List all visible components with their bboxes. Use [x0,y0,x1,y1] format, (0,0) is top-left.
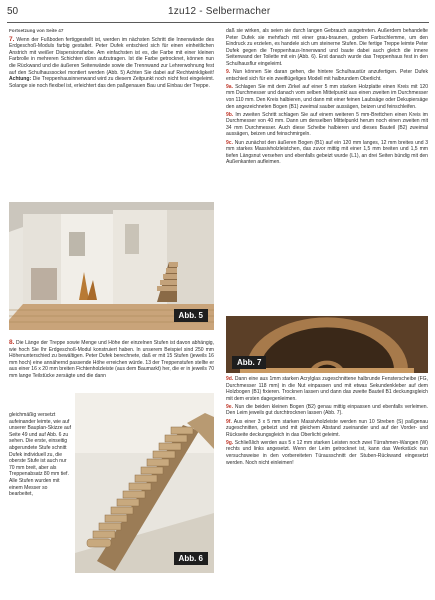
step-number: 9d. [226,376,234,382]
continuation-note: Fortsetzung von Seite 47 [9,28,64,33]
paragraph-9e [226,404,428,417]
left-column-top [9,28,214,91]
paragraph-text: Aus einer 3 x 5 mm starken Massivholzleiste werden nun 10 Streben (S) paßgenau zugeschnitten, gebeizt und mit gleichem Abstand zueinander und auf der Vorder- und Rückseite deckungsgleich in das Oberlicht geleimt. [226,418,428,438]
right-column-bottom [226,376,428,468]
right-column-top [226,28,428,167]
warning-label: Achtung: [9,76,32,83]
step-number: 9e. [226,403,234,410]
paragraph-8 [9,340,214,380]
figure-caption-abb-7: Abb. 7 [232,356,266,369]
photo-abb-5 [9,202,214,330]
figure-caption-abb-5: Abb. 5 [174,309,208,322]
figure-caption-abb-6: Abb. 6 [174,552,208,565]
paragraph-9g [226,440,428,466]
paragraph-text: Die Länge der Treppe sowie Menge und Höhe der einzelnen Stufen ist davon abhängig, wie hoch Sie Ihr Erdgeschoß-Modul konstruiert haben. In unserem Beispiel sind 250 mm Höhenunterschied zu bewältigen. Peter Dufek berechnete, daß er mit 15 Stufen (jeweils 16 mm hoch) eine annähernd passende Höhe erreichen würde. 13 der Treppenstufen stellte er aus einer 16 x 20 mm breiten Fichtenholzleiste (aus dem Baumarkt) her, die er in jeweils 70 mm lange Teilstücke zersägte und die dann [9,340,215,379]
paragraph-text: Die Treppenhausinnenwand wird zu diesem Zeitpunkt noch nicht fest eingeleimt. Solange sie noch flexibel ist, erleichtert das den paßgenauen Bau und Einbau der Treppe. [9,76,215,89]
step-number: 9f. [226,418,232,425]
page-number: 50 [7,6,19,17]
paragraph-text: Dann eine aus 1mm starken Acrylglas zugeschnittene halbrunde Fensterscheibe (FG, Durchmesser 118 mm) in die Nut einpassen und mit etwas Sekundenkleber auf dem Holzbogen (B1) fixieren. Trocknen lassen und dann das zweite Bauteil B1 deckungsgleich mit dem ersten dagegenleimen. [226,376,428,402]
left-column-paragraph-8 [9,340,214,381]
step-number: 8. [9,339,15,346]
paragraph-9 [226,69,428,82]
paragraph-text: Wenn der Fußboden fertiggestellt ist, werden im nächsten Schritt die Innenwände des Erdgeschoß-Moduls farbig gestaltet. Peter Dufek entschied sich für einen einheitlichen Anstrich mit weißer Dispersionsfarbe. Am einfachsten ist es, die Farbe mit einer kleinen Farbrolle in mehreren Schichten dünn aufzutragen. Ist die Farbe getrocknet, können nun die Rückwand und die äußeren Seitenwände sowie die Trennwand zur Lehrerwohnung fest auf den Schulhaussockel montiert werden (Abb. 5) Achten Sie dabei auf Rechtwinkligkeit! [9,36,215,76]
photo-abb-7 [226,316,428,373]
paragraph-8-end: daß sie wirken, als seien sie durch langen Gebrauch ausgetreten. Außerdem behandelte Peter Dufek sie mehrfach mit einer grau-braunen, groben Farbschlemme, um den Eindruck zu erzielen, es handele sich um steinerne Stufen. Die fertige Treppe leimte Peter Dufek gegen die Treppenhaus-Innenwand und baute dabei auch gleich die innere Seitenwand der Toilette mit ein (Abb. 6). Erst danach wurde das Treppenhaus fest in den Schulhausflur eingeleimt. [226,28,428,67]
paragraph-9f [226,419,428,439]
paragraph-9c [226,140,428,166]
paragraph-9d [226,376,428,402]
step-number: 9b. [226,111,234,118]
step-number: 9g. [226,439,234,446]
paragraph-text: Schlagen Sie mit dem Zirkel auf einer 5 mm starken Holzplatte einen Kreis mit 120 mm Durchmesser und danach vom selben Mittelpunkt aus einen zweiten im Durchmesser von 110 mm. Den Kreis halbieren, und dann mit einer feinen Laubsäge oder Dekupiersäge den angezeichneten Bogen (B1) zweimal sauber aussägen, beizen und feinschleifen. [226,83,429,110]
photo-abb-6 [75,393,214,573]
left-narrow-column [9,412,71,499]
staircase-photo-illustration [75,393,214,573]
paragraph-text: Nun zunächst den äußeren Bogen (B1) auf ein 120 mm langes, 12 mm breites und 3 mm starkes Massivholzleistchen, das zuvor mittig mit einer 1,5 mm breiten und 1,5 mm tiefen Längsnut versehen und ebenfalls gebeizt wurde (L1), an drei Seiten bündig mit den Außenkanten aufleimen. [226,139,428,166]
step-number: 7. [9,35,15,43]
paragraph-text: Nun können Sie daran gehen, die hintere Schulhaustür anzufertigen. Peter Dufek entschied sich für ein zweiflügeliges Modell mit halbrundem Oberlicht. [226,69,429,82]
step-number: 9a. [226,83,234,90]
magazine-title: 1zu12 - Selbermacher [168,6,271,17]
paragraph-9b [226,112,428,138]
step-number: 9. [226,69,231,76]
paragraph-text: Schließlich werden aus 5 x 12 mm starken Leisten noch zwei Türrahmen-Wangen (W) rechts und links angesetzt. Wenn der Leim getrocknet ist, kann das Werkstück nun versuchsweise in den vorbereiteten Türausschnitt der Stuben-Rückwand eingesetzt werden. Noch nicht einleimen! [226,439,428,466]
step-number: 9c. [226,139,234,146]
paragraph-8-continued: gleichmäßig versetzt aufeinander leimte, wie auf unserer Bauplan-Skizze auf Seite 49 und auf Abb. 6 zu sehen. Die erste, einseitig abgerundete Stufe schnitt Dufek individuell zu, die oberste Stufe ist auch nur 70 mm breit, aber als Treppenabsatz 80 mm tief. Alle Stufen wurden mit einem Messer so bearbeitet, [9,412,71,498]
paragraph-text: Nun die beiden kleinen Bogen (B2) genau mittig einpassen und ebenfalls verleimen. Den Leim jeweils gut durchtrocknen lassen (Abb. 7). [226,403,428,417]
paragraph-7 [9,37,214,90]
paragraph-text: Im zweiten Schritt schlagen Sie auf einem weiteren 5 mm-Brettchen einen Kreis im Durchmesser von 40 mm. Dann um denselben Mittelpunkt herum noch einen zweiten mit 34 mm Durchmesser. Auch diese Scheibe halbieren und dieses Bauteil (B2) zweimal aussägen, beizen und feinschmirgeln. [226,111,428,138]
header-rule [7,22,429,23]
paragraph-9a [226,84,428,110]
